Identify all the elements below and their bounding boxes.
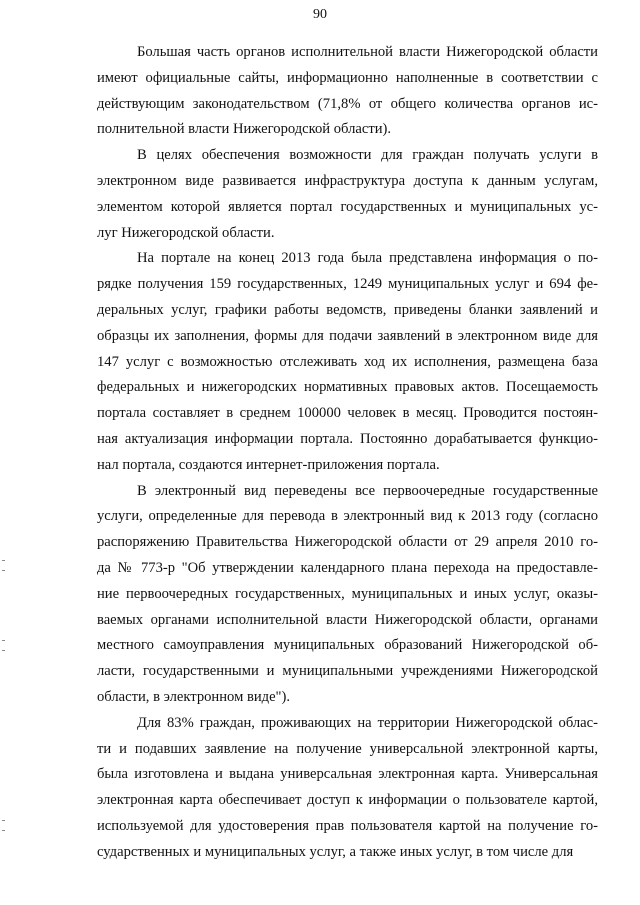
paragraph	[97, 143, 598, 246]
text-line: На портале на конец 2013 года была представлена информация о по-	[137, 250, 598, 267]
text-line: да № 773-р "Об утверждении календарного плана перехода на предоставле-	[97, 559, 598, 576]
text-line: действующим законодательством (71,8% от общего количества органов ис-	[97, 95, 598, 112]
text-line: сударственных и муниципальных услуг, а также иных услуг, в том числе для	[97, 843, 574, 860]
text-line: В целях обеспечения возможности для граждан получать услуги в	[137, 147, 598, 164]
text-line: электронном виде развивается инфраструктура доступа к данным услугам,	[97, 172, 598, 189]
text-line: рядке получения 159 государственных, 1249 муниципальных услуг и 694 фе-	[97, 276, 598, 293]
text-line: распоряжению Правительства Нижегородской области от 29 апреля 2010 го-	[97, 534, 598, 551]
text-line: местного самоуправления муниципальных образований Нижегородской об-	[97, 637, 598, 654]
body-text	[97, 40, 598, 866]
text-line: образцы их заполнения, формы для подачи заявлений в электронном виде для	[97, 327, 598, 344]
text-line: нал портала, создаются интернет-приложения портала.	[97, 456, 440, 473]
text-line: ласти, государственными и муниципальными учреждениями Нижегородской	[97, 663, 598, 680]
text-line: В электронный вид переведены все первоочередные государственные	[137, 482, 598, 499]
text-line: ваемых органами исполнительной власти Нижегородской области, органами	[97, 611, 598, 628]
text-line: ти и подавших заявление на получение универсальной электронной карты,	[97, 740, 598, 757]
text-line: используемой для удостоверения прав пользователя картой на получение го-	[97, 817, 598, 834]
text-line: полнительной власти Нижегородской области).	[97, 121, 392, 138]
text-line: была изготовлена и выдана универсальная электронная карта. Универсальная	[97, 766, 598, 783]
text-line: 147 услуг с возможностью отслеживать ход их исполнения, размещена база	[97, 353, 598, 370]
text-line: федеральных и нижегородских нормативных правовых актов. Посещаемость	[97, 379, 598, 396]
text-line: портала составляет в среднем 100000 человек в месяц. Проводится постоян-	[97, 405, 598, 422]
text-line: деральных услуг, графики работы ведомств, приведены бланки заявлений и	[97, 301, 598, 318]
text-line: области, в электронном виде").	[97, 688, 291, 705]
paragraph	[97, 479, 598, 711]
text-line: имеют официальные сайты, информационно наполненные в соответствии с	[97, 69, 598, 86]
text-line: ние первоочередных государственных, муниципальных и иных услуг, оказы-	[97, 585, 598, 602]
text-line: элементом которой является портал государственных и муниципальных ус-	[97, 198, 598, 215]
text-line: луг Нижегородской области.	[97, 224, 275, 241]
text-line: Для 83% граждан, проживающих на территории Нижегородской облас-	[137, 714, 598, 731]
paragraph	[97, 246, 598, 478]
text-line: услуги, определенные для перевода в электронный вид к 2013 году (согласно	[97, 508, 598, 525]
text-line: ная актуализация информации портала. Постоянно дорабатывается функцио-	[97, 430, 598, 447]
text-line: электронная карта обеспечивает доступ к информации о пользователе картой,	[97, 792, 598, 809]
paragraph	[97, 711, 598, 866]
text-line: Большая часть органов исполнительной власти Нижегородской области	[137, 44, 598, 60]
page-number: 90	[313, 7, 327, 22]
paragraph	[97, 40, 598, 143]
